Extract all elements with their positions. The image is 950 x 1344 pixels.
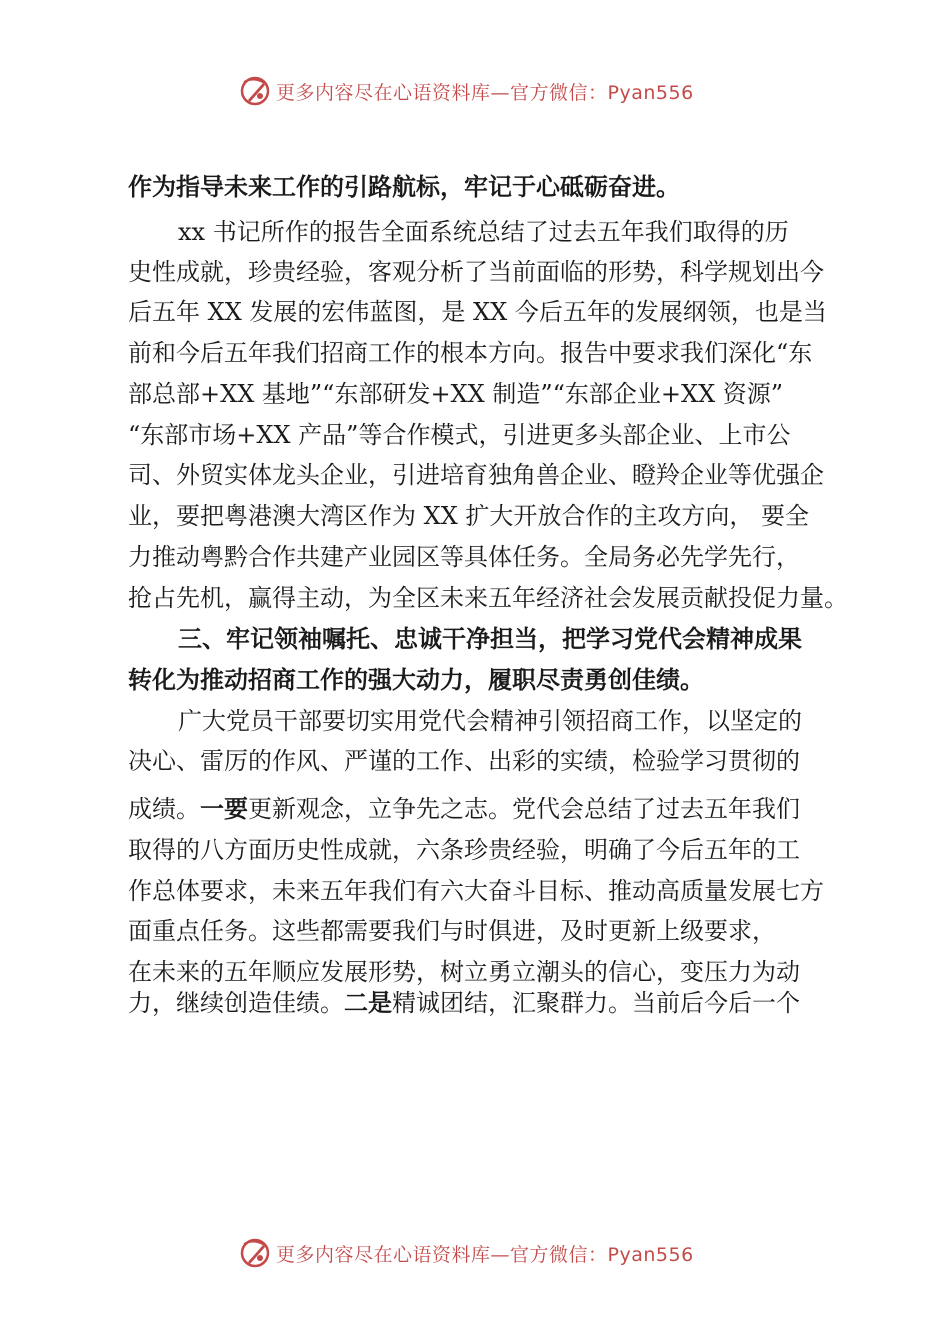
- text-line-16: 成绩。一要更新观念，立争先之志。党代会总结了过去五年我们: [128, 795, 800, 823]
- text-line-7: “东部市场+XX 产品”等合作模式，引进更多头部企业、上市公: [128, 421, 791, 449]
- text-line-9: 业，要把粤港澳大湾区作为 XX 扩大开放合作的主攻方向， 要全: [128, 502, 810, 530]
- text-line-1: 作为指导未来工作的引路航标，牢记于心砥砺奋进。: [128, 173, 680, 201]
- paragraph-start-line-2: xx 书记所作的报告全面系统总结了过去五年我们取得的历: [178, 218, 789, 246]
- watermark-banner-top: [238, 74, 694, 108]
- text-line-10: 力推动粤黔合作共建产业园区等具体任务。全局务必先学先行，: [128, 543, 800, 571]
- text-line-17: 取得的八方面历史性成就，六条珍贵经验，明确了今后五年的工: [128, 836, 800, 864]
- text-line-3: 史性成就，珍贵经验，客观分析了当前面临的形势，科学规划出今: [128, 258, 824, 286]
- text-line-20: 在未来的五年顺应发展形势，树立勇立潮头的信心，变压力为动: [128, 958, 800, 986]
- text-line-5: 前和今后五年我们招商工作的根本方向。报告中要求我们深化“东: [128, 339, 813, 367]
- watermark-text: 更多内容尽在心语资料库—官方微信：Pyan556: [276, 81, 694, 104]
- text-line-18: 作总体要求，未来五年我们有六大奋斗目标、推动高质量发展七方: [128, 877, 824, 905]
- pen-logo-icon: [238, 1236, 272, 1270]
- text-line-11: 抢占先机，赢得主动，为全区未来五年经济社会发展贡献投促力量。: [128, 584, 848, 612]
- bold-marker-ershi: 二是: [344, 989, 392, 1017]
- text-line-15: 决心、雷厉的作风、严谨的工作、出彩的实绩，检验学习贯彻的: [128, 747, 800, 775]
- paragraph-start-line-14: 广大党员干部要切实用党代会精神引领招商工作，以坚定的: [178, 707, 802, 735]
- text-line-8: 司、外贸实体龙头企业，引进培育独角兽企业、瞪羚企业等优强企: [128, 461, 824, 489]
- pen-logo-icon: [238, 74, 272, 108]
- section-heading-line-1: 三、牢记领袖嘱托、忠诚干净担当，把学习党代会精神成果: [178, 625, 802, 653]
- watermark-banner-bottom: [238, 1236, 694, 1270]
- bold-marker-yiyao: 一要: [200, 795, 248, 823]
- watermark-text: 更多内容尽在心语资料库—官方微信：Pyan556: [276, 1243, 694, 1266]
- text-line-6: 部总部+XX 基地”“东部研发+XX 制造”“东部企业+XX 资源”: [128, 380, 784, 408]
- text-line-21: 力，继续创造佳绩。二是精诚团结，汇聚群力。当前后今后一个: [128, 989, 800, 1017]
- text-line-4: 后五年 XX 发展的宏伟蓝图，是 XX 今后五年的发展纲领，也是当: [128, 298, 827, 326]
- section-heading-line-2: 转化为推动招商工作的强大动力，履职尽责勇创佳绩。: [128, 666, 704, 694]
- text-line-19: 面重点任务。这些都需要我们与时俱进，及时更新上级要求，: [128, 917, 776, 945]
